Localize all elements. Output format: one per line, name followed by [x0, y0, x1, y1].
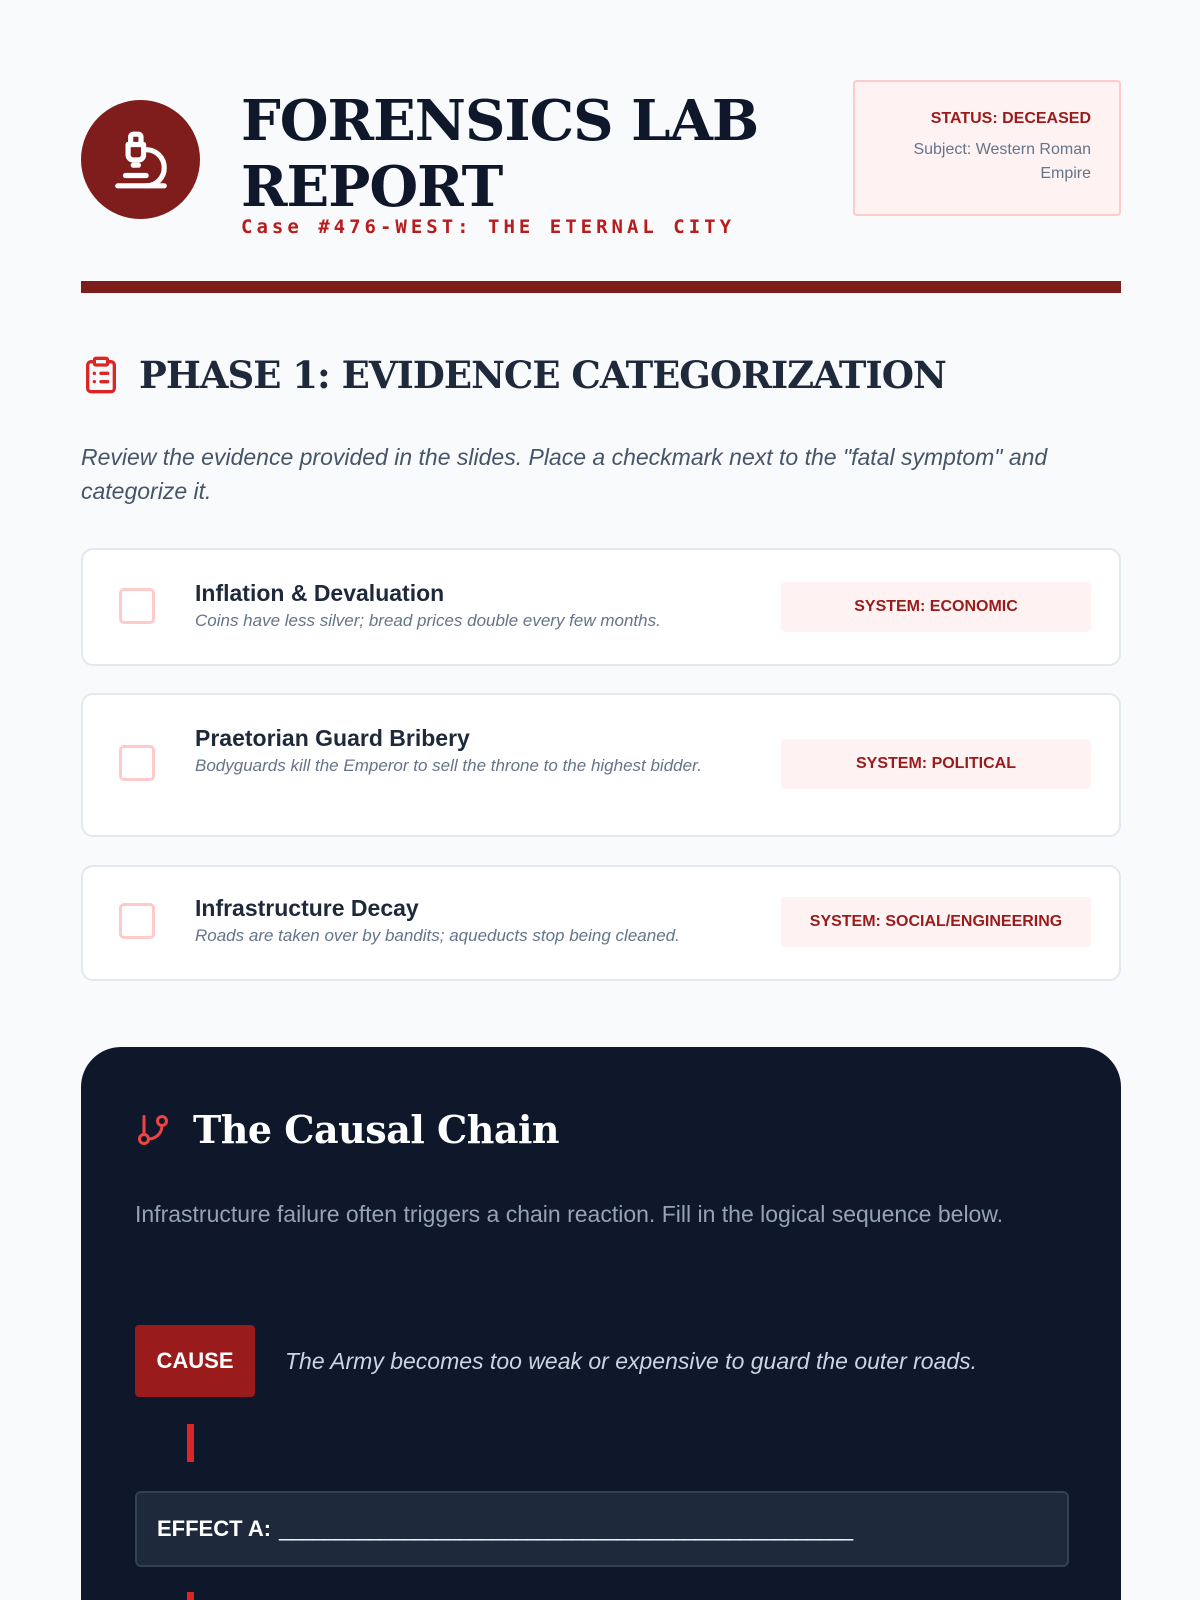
phase1-heading	[81, 350, 946, 400]
evidence-text	[195, 723, 765, 779]
effect-a-blank[interactable]: ___________________________________________________	[279, 1516, 853, 1541]
phase1-title: PHASE 1: EVIDENCE CATEGORIZATION	[139, 353, 946, 397]
evidence-card-infrastructure	[81, 865, 1121, 981]
status-label: STATUS: DECEASED	[930, 110, 1091, 127]
evidence-card-praetorian	[81, 693, 1121, 837]
effect-a-field[interactable]	[135, 1491, 1069, 1567]
cause-row	[135, 1325, 977, 1397]
evidence-checkbox[interactable]	[119, 745, 155, 781]
chain-connector	[187, 1592, 194, 1600]
cause-badge: CAUSE	[135, 1325, 255, 1397]
effect-a-label: EFFECT A:	[157, 1516, 272, 1541]
status-box	[853, 80, 1121, 216]
report-header	[81, 80, 1121, 280]
evidence-checkbox[interactable]	[119, 588, 155, 624]
status-subject: Subject: Western Roman Empire	[913, 141, 1091, 182]
causal-chain-heading	[135, 1107, 559, 1152]
clipboard-list-icon	[81, 355, 121, 395]
system-tag: SYSTEM: SOCIAL/ENGINEERING	[781, 897, 1091, 947]
causal-chain-panel	[81, 1047, 1121, 1600]
evidence-description: Coins have less silver; bread prices double every few months.	[195, 611, 661, 630]
evidence-checkbox[interactable]	[119, 903, 155, 939]
evidence-title: Inflation & Devaluation	[195, 580, 445, 606]
case-number: Case #476-WEST: THE ETERNAL CITY	[241, 216, 736, 238]
git-branch-icon	[135, 1110, 171, 1150]
system-tag: SYSTEM: POLITICAL	[781, 739, 1091, 789]
page-title	[241, 88, 801, 220]
evidence-title: Praetorian Guard Bribery	[195, 725, 470, 751]
title-line-2: REPORT	[241, 154, 503, 220]
evidence-description: Bodyguards kill the Emperor to sell the throne to the highest bidder.	[195, 756, 702, 775]
evidence-text	[195, 578, 765, 634]
causal-chain-title: The Causal Chain	[193, 1107, 560, 1152]
evidence-title: Infrastructure Decay	[195, 895, 419, 921]
cause-text: The Army becomes too weak or expensive to guard the outer roads.	[285, 1347, 978, 1374]
evidence-card-inflation	[81, 548, 1121, 666]
title-block	[241, 88, 801, 238]
causal-chain-intro: Infrastructure failure often triggers a chain reaction. Fill in the logical sequence below.	[135, 1201, 1004, 1227]
evidence-description: Roads are taken over by bandits; aqueducts stop being cleaned.	[195, 926, 680, 945]
header-divider	[81, 281, 1121, 293]
microscope-icon	[81, 100, 200, 219]
system-tag: SYSTEM: ECONOMIC	[781, 582, 1091, 632]
title-line-1: FORENSICS LAB	[241, 88, 759, 154]
evidence-text	[195, 893, 765, 949]
phase1-instructions: Review the evidence provided in the slides. Place a checkmark next to the "fatal symptom" and categorize it.	[81, 444, 1048, 504]
chain-connector	[187, 1424, 194, 1462]
